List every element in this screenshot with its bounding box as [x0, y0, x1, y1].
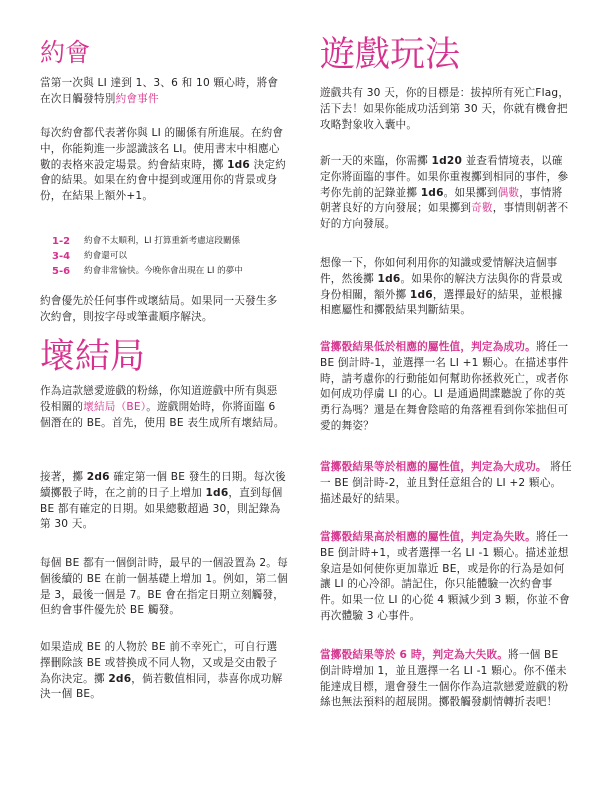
table-row: 1-2 約會不太順利，LI 打算重新考慮這段關係	[52, 236, 241, 247]
result-critical-failure: 當擲骰結果等於 6 時，判定為大失敗。將一個 BE 倒計時增加 1，並且選擇一名 LI -1 顆心。你不僅未能達成目標，還會發生一個你作為這款戀愛遊戲的粉絲也無法預料的超展開。擲骰觸發劇情轉折表吧！	[320, 649, 569, 709]
date-paragraph-2: 每次約會都代表著你與 LI 的關係有所進展。在約會中，你能夠進一步認識該名 LI。使用書末中相應心數的表格來設定場景。約會結束時，擲 1d6 決定約會的結果。如果在約會中提到或運用你的背景或身份，在結果上額外+1。	[40, 127, 286, 203]
bad-end-section-title: 壞結局	[40, 337, 146, 377]
date-result-table	[52, 234, 243, 279]
gameplay-section-title: 遊戲玩法	[320, 35, 461, 75]
even-keyword: 偶數	[497, 186, 520, 199]
table-row: 3-4 約會還可以	[52, 251, 127, 262]
odd-keyword: 奇數	[471, 202, 493, 215]
bad-end-link: 壞結局（BE）	[83, 400, 147, 413]
result-failure-heading: 當擲骰結果高於相應的屬性值，判定為失敗。	[320, 531, 536, 543]
date-section-title: 約會	[40, 38, 91, 67]
gameplay-paragraph-2: 新一天的來臨，你需擲 1d20 並查看情境表，以確定你將面臨的事件。如果你重複擲到相同的事件，參考你先前的記錄並擲 1d6。如果擲到偶數，事情將朝著良好的方向發展；如果擲到奇數，事情則朝著不好的方向發展。	[320, 155, 569, 231]
gameplay-paragraph-1: 遊戲共有 30 天，你的目標是：拔掉所有死亡Flag，活下去！如果你能成功活到第 30 天，你就有機會把攻略對象收入囊中。	[320, 87, 570, 131]
result-success-heading: 當擲骰結果低於相應的屬性值，判定為成功。	[320, 341, 536, 353]
bad-end-paragraph-1: 作為這款戀愛遊戲的粉絲，你知道遊戲中所有與惡役相關的壞結局（BE）。遊戲開始時，你將面臨 6 個潛在的 BE。首先，使用 BE 表生成所有壞結局。	[40, 385, 285, 429]
result-great-success-heading: 當擲骰結果等於相應的屬性值，判定為大成功。	[320, 461, 547, 473]
date-intro: 當第一次與 LI 達到 1、3、6 和 10 顆心時，將會在次日觸發特別約會事件	[40, 77, 279, 105]
bad-end-paragraph-3: 每個 BE 都有一個倒計時，最早的一個設置為 2。每個後續的 BE 在前一個基礎上增加 1。例如，第二個是 3，最後一個是 7。BE 會在指定日期立刻觸發，但約會事件優先於 BE 觸發。	[40, 557, 288, 617]
bad-end-paragraph-4: 如果造成 BE 的人物於 BE 前不幸死亡，可自行選擇刪除該 BE 或替換成不同人物，又或是交由骰子為你決定。擲 2d6，倘若數值相同，恭喜你成功解決一個 BE。	[40, 641, 283, 701]
result-failure: 當擲骰結果高於相應的屬性值，判定為失敗。將任一 BE 倒計時+1，或者選擇一名 LI -1 顆心。描述並想象這是如何使你更加靠近 BE，或是你的行為是如何讓 LI 的心冷卻。請記住，你只能體驗一次約會事件。如果一位 LI 的心從 4 顆減少到 3 顆，你並不會再次體驗 3 心事件。	[320, 531, 570, 622]
result-great-success: 當擲骰結果等於相應的屬性值，判定為大成功。 將任一 BE 倒計時-2，並且對任意組合的 LI +2 顆心。描述最好的結果。	[320, 461, 572, 505]
result-success: 當擲骰結果低於相應的屬性值，判定為成功。將任一 BE 倒計時-1，並選擇一名 LI +1 顆心。在描述事件時，請考慮你的行動能如何幫助你拯救死亡，或者你如何成功俘虜 LI 的心。LI 是通過間諜聽說了你的英勇行為嗎？還是在舞會陰暗的角落裡看到你笨拙但可愛的舞姿？	[320, 341, 569, 432]
bad-end-paragraph-2: 接著，擲 2d6 確定第一個 BE 發生的日期。每次後續擲骰子時，在之前的日子上增加 1d6，直到每個 BE 都有確定的日期。如果總數超過 30，則記錄為第 30 天。	[40, 471, 286, 531]
table-row: 5-6 約會非常愉快。今晚你會出現在 LI 的夢中	[52, 266, 243, 277]
result-critical-failure-heading: 當擲骰結果等於 6 時，判定為大失敗。	[320, 649, 509, 661]
gameplay-paragraph-3: 想像一下，你如何利用你的知識或愛情解決這個事件，然後擲 1d6。如果你的解決方法與你的背景或身份相關，額外擲 1d6，選擇最好的結果，並根據相應屬性和擲骰結果判斷結果。	[320, 257, 563, 317]
date-event-link: 約會事件	[115, 92, 159, 105]
date-paragraph-3: 約會優先於任何事件或壞結局。如果同一天發生多次約會，則按字母或筆畫順序解決。	[40, 295, 278, 323]
